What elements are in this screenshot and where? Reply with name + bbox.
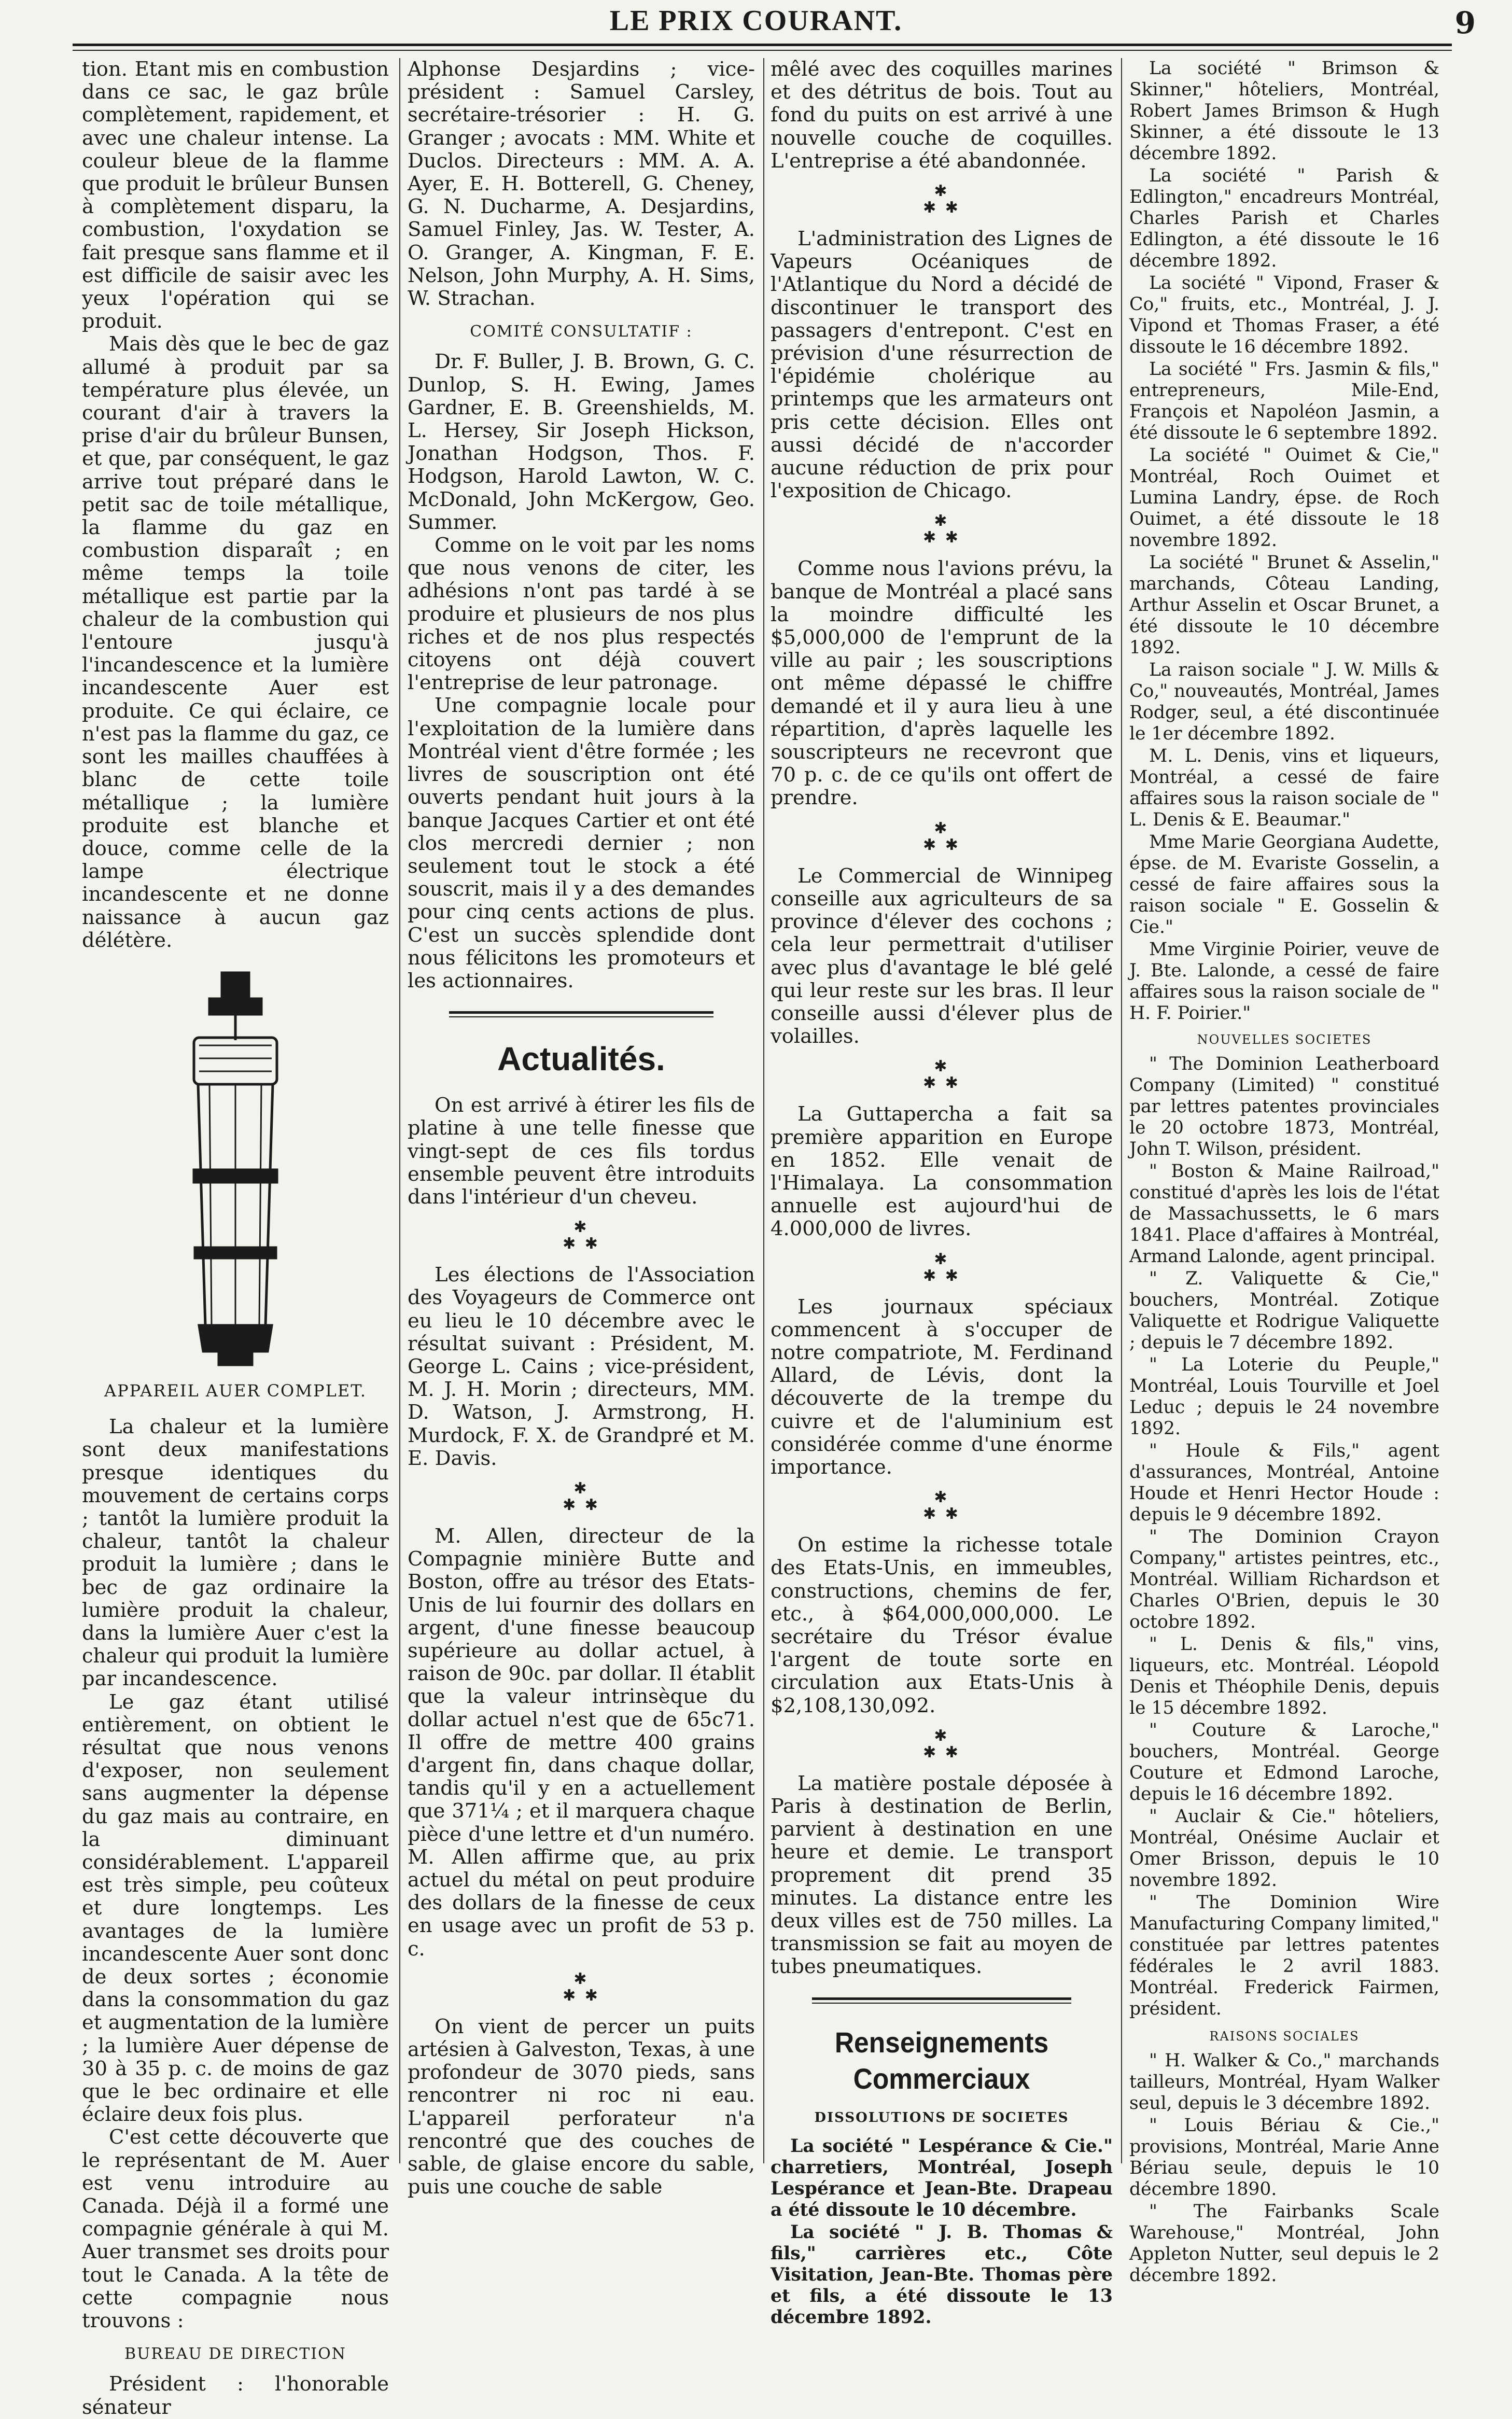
- paragraph: Les journaux spéciaux commencent à s'occuper de notre compatriote, M. Ferdinand Allard, de Lévis, dont la découverte de la trempe du cuivre et de l'aluminium est considérée comme d'une énorme importance.: [771, 1295, 1113, 1479]
- paragraph: Président : l'honorable sénateur: [82, 2372, 389, 2419]
- paragraph: On vient de percer un puits artésien à Galveston, Texas, à une profondeur de 3070 pieds, sans rencontrer ni roc ni eau. L'appareil perforateur n'a rencontré que des couches de sable, de glaise encore du sable, puis une couche de sable: [408, 2015, 755, 2199]
- separator-asterism: ✱ ✱ ✱: [923, 1057, 960, 1093]
- paragraph: La chaleur et la lumière sont deux manifestations presque identiques du mouvement de certains corps ; tantôt la lumière produit la chaleur, tantôt la chaleur produit la lumière ; dans le bec de gaz ordinaire la lumière produit la chaleur, dans la lumière Auer c'est la chaleur qui produit la lumière par incandescence.: [82, 1415, 389, 1691]
- paragraph: La matière postale déposée à Paris à destination de Berlin, parvient à destination en une heure et demie. Le transport proprement dit prend 35 minutes. La distance entre les deux villes est de 750 milles. La transmission se fait au moyen de tubes pneumatiques.: [771, 1771, 1113, 1979]
- paragraph: C'est cette découverte que le représentant de M. Auer est venu introduire au Canada. Déjà il a formé une compagnie générale à qui M. Auer transmet ses droits pour tout le Canada. A la tête de cette compagnie nous trouvons :: [82, 2126, 389, 2333]
- paragraph: L'administration des Lignes de Vapeurs Océaniques de l'Atlantique du Nord a décidé de discontinuer le transport des passagers d'entrepont. C'est en prévision d'une résurrection de l'épidémie cholérique au printemps que les armateurs ont pris cette décision. Elles ont aussi décidé de n'accorder aucune réduction de prix pour l'exposition de Chicago.: [771, 227, 1113, 503]
- notice-item: " L. Denis & fils," vins, liqueurs, etc. Montréal. Léopold Denis et Théophile Denis, depuis le 15 décembre 1892.: [1129, 1634, 1439, 1718]
- section-title-actualites: Actualités.: [497, 1040, 665, 1078]
- column-2: [408, 58, 755, 2199]
- paragraph: Comme on le voit par les noms que nous venons de citer, les adhésions n'ont pas tardé à se produire et plusieurs de nos plus riches et de nos plus respectés citoyens ont déjà couvert l'entreprise de leur patronage.: [408, 534, 755, 695]
- notice-item: La société " Brimson & Skinner," hôteliers, Montréal, Robert James Brimson & Hugh Skinner, a été dissoute le 13 décembre 1892.: [1129, 58, 1439, 164]
- notice-item: La société " Lespérance & Cie." charretiers, Montréal, Joseph Lespérance et Jean-Bte. Drapeau a été dissoute le 10 décembre.: [771, 2135, 1113, 2220]
- comite-heading: COMITÉ CONSULTATIF :: [470, 323, 693, 341]
- page-number: 9: [1454, 5, 1476, 40]
- notice-item: " Louis Bériau & Cie.," provisions, Montréal, Marie Anne Bériau seule, depuis le 10 décembre 1890.: [1129, 2115, 1439, 2200]
- masthead-rule-thin: [73, 50, 1452, 51]
- notice-item: " La Loterie du Peuple," Montréal, Louis Tourville et Joel Leduc ; depuis le 24 novembre 1892.: [1129, 1354, 1439, 1439]
- notice-item: " The Dominion Wire Manufacturing Company limited," constituée par lettres patentes fédérales le 2 avril 1883. Montréal. Frederick Fairmen, président.: [1129, 1892, 1439, 2019]
- column-divider: [1121, 58, 1122, 2163]
- masthead: [0, 0, 1512, 52]
- dissolutions-heading: DISSOLUTIONS DE SOCIETES: [814, 2109, 1069, 2126]
- paragraph: On estime la richesse totale des Etats-Unis, en immeubles, constructions, chemins de fer, etc., à $64,000,000,000. Le secrétaire du Trésor évalue l'argent de toute sorte en circulation aux Etats-Unis à $2,108,130,092.: [771, 1533, 1113, 1717]
- separator-asterism: ✱ ✱ ✱: [923, 819, 960, 854]
- paragraph: M. Allen, directeur de la Compagnie minière Butte and Boston, offre au trésor des Etats-Unis de lui fournir des dollars en argent, d'une finesse beaucoup supérieure au dollar actuel, à raison de 90c. par dollar. Il établit que la valeur intrinsèque du dollar actuel n'est que de 65c71. Il offre de mettre 400 grains d'argent fin, dans chaque dollar, tandis qu'il y en a actuellement que 371¼ ; et il marquera chaque pièce d'une lettre et d'un numéro. M. Allen affirme que, au prix actuel du métal on peut produire des dollars de la finesse de ceux en usage avec un profit de 53 p. c.: [408, 1524, 755, 1961]
- notice-item: " The Dominion Crayon Company," artistes peintres, etc., Montréal. William Richardson et Charles O'Brien, depuis le 30 octobre 1892.: [1129, 1527, 1439, 1632]
- notice-item: " The Dominion Leatherboard Company (Limited) " constitué par lettres patentes provinciales le 20 octobre 1873, Montréal, John T. Wilson, président.: [1129, 1054, 1439, 1159]
- notice-item: La raison sociale " J. W. Mills & Co," nouveautés, Montréal, James Rodger, seul, a été discontinuée le 1er décembre 1892.: [1129, 660, 1439, 744]
- paragraph: La Guttapercha a fait sa première apparition en Europe en 1852. Elle venait de l'Himalaya. La consommation annuelle est aujourd'hui de 4.000,000 de livres.: [771, 1102, 1113, 1241]
- notice-item: " H. Walker & Co.," marchands tailleurs, Montréal, Hyam Walker seul, depuis le 3 décembre 1892.: [1129, 2050, 1439, 2114]
- section-rule: [449, 1011, 713, 1017]
- notice-item: " Houle & Fils," agent d'assurances, Montréal, Antoine Houde et Henri Hector Houde : depuis le 9 décembre 1892.: [1129, 1441, 1439, 1525]
- notice-item: " Couture & Laroche," bouchers, Montréal. George Couture et Edmond Laroche, depuis le 16 décembre 1892.: [1129, 1720, 1439, 1805]
- paragraph: Une compagnie locale pour l'exploitation de la lumière dans Montréal vient d'être formée ; les livres de souscription ont été ouverts pendant huit jours à la banque Jacques Cartier et ont été clos mercredi dernier ; non seulement tout le stock a été souscrit, mais il y a des demandes pour cinq cents actions de plus. C'est un succès splendide dont nous félicitons les promoteurs et les actionnaires.: [408, 694, 755, 992]
- separator-asterism: ✱ ✱ ✱: [563, 1479, 600, 1514]
- auer-lamp-illustration: [158, 968, 313, 1367]
- separator-asterism: ✱ ✱ ✱: [923, 1726, 960, 1761]
- notice-item: Mme Virginie Poirier, veuve de J. Bte. Lalonde, a cessé de faire affaires sous la raison sociale de " H. F. Poirier.": [1129, 939, 1439, 1024]
- paragraph: On est arrivé à étirer les fils de platine à une telle finesse que vingt-sept de ces fils tordus ensemble peuvent être introduits dans l'intérieur d'un cheveu.: [408, 1094, 755, 1209]
- raisons-heading: RAISONS SOCIALES: [1209, 2029, 1360, 2044]
- notice-item: Mme Marie Georgiana Audette, épse. de M. Evariste Gosselin, a cessé de faire affaires sous la raison sociale " E. Gosselin & Cie.": [1129, 832, 1439, 938]
- notice-item: La société " Frs. Jasmin & fils," entrepreneurs, Mile-End, François et Napoléon Jasmin, a été dissoute le 6 septembre 1892.: [1129, 359, 1439, 443]
- notice-item: " Z. Valiquette & Cie," bouchers, Montréal. Zotique Valiquette et Rodrigue Valiquette ; depuis le 7 décembre 1892.: [1129, 1268, 1439, 1353]
- separator-asterism: ✱ ✱ ✱: [923, 1488, 960, 1523]
- masthead-rule: [73, 44, 1452, 46]
- paragraph: Comme nous l'avions prévu, la banque de Montréal a placé sans la moindre difficulté les $5,000,000 de l'emprunt de la ville au pair ; les souscriptions ont même dépassé le chiffre demandé et il y aura lieu à une répartition, d'après laquelle les souscripteurs ne recevront que 70 p. c. de ce qu'ils ont offert de prendre.: [771, 557, 1113, 810]
- paragraph: Dr. F. Buller, J. B. Brown, G. C. Dunlop, S. H. Ewing, James Gardner, E. B. Greenshields, M. L. Hersey, Sir Joseph Hickson, Jonathan Hodgson, Thos. F. Hodgson, Harold Lawton, W. C. McDonald, John McKergow, Geo. Summer.: [408, 350, 755, 534]
- paragraph: Le Commercial de Winnipeg conseille aux agriculteurs de sa province d'élever des cochons ; cela leur permettrait d'utiliser avec plus d'avantage le blé gelé qui leur reste sur les bras. Il leur conseille aussi d'élever plus de volailles.: [771, 864, 1113, 1048]
- notice-item: La société " Vipond, Fraser & Co," fruits, etc., Montréal, J. J. Vipond et Thomas Fraser, a été dissoute le 16 décembre 1892.: [1129, 273, 1439, 357]
- notice-item: La société " J. B. Thomas & fils," carrières etc., Côte Visitation, Jean-Bte. Thomas père et fils, a été dissoute le 13 décembre 1892.: [771, 2221, 1113, 2328]
- bureau-heading: BUREAU DE DIRECTION: [124, 2345, 346, 2364]
- paragraph: Mais dès que le bec de gaz allumé à produit par sa température plus élevée, un courant d'air à travers la prise d'air du brûleur Bunsen, et que, par conséquent, le gaz arrive tout préparé dans le petit sac de toile métallique, la flamme du gaz en combustion disparaît ; en même temps la toile métallique est partie par la chaleur de la combustion qui l'entoure jusqu'à l'incandescence et la lumière incandescente Auer est produite. Ce qui éclaire, ce n'est pas la flamme du gaz, ce sont les mailles chauffées à blanc de cette toile métallique ; la lumière produite est blanche et douce, comme celle de la lampe électrique incandescente et ne donne naissance à aucun gaz délétère.: [82, 332, 389, 952]
- separator-asterism: ✱ ✱ ✱: [923, 182, 960, 217]
- column-divider: [763, 58, 764, 2163]
- separator-asterism: ✱ ✱ ✱: [563, 1969, 600, 2005]
- notice-item: La société " Ouimet & Cie," Montréal, Roch Ouimet et Lumina Landry, épse. de Roch Ouimet, a été dissoute le 18 novembre 1892.: [1129, 445, 1439, 551]
- notice-item: M. L. Denis, vins et liqueurs, Montréal, a cessé de faire affaires sous la raison sociale de " L. Denis & E. Beaumar.": [1129, 746, 1439, 830]
- column-1: [82, 58, 389, 2419]
- illustration-caption: APPAREIL AUER COMPLET.: [104, 1380, 367, 1401]
- notice-item: La société " Brunet & Asselin," marchands, Côteau Landing, Arthur Asselin et Oscar Brunet, a été dissoute le 10 décembre 1892.: [1129, 552, 1439, 658]
- column-4: [1129, 58, 1439, 2286]
- notice-item: " The Fairbanks Scale Warehouse," Montréal, John Appleton Nutter, seul depuis le 2 décembre 1892.: [1129, 2201, 1439, 2286]
- notice-item: La société " Parish & Edlington," encadreurs Montréal, Charles Parish et Charles Edlington, a été dissoute le 16 décembre 1892.: [1129, 165, 1439, 271]
- paragraph: Alphonse Desjardins ; vice-président : Samuel Carsley, secrétaire-trésorier : H. G. Granger ; avocats : MM. White et Duclos. Directeurs : MM. A. A. Ayer, E. H. Botterell, G. Cheney, G. N. Ducharme, A. Desjardins, Samuel Finley, Jas. W. Tester, A. O. Granger, A. Kingman, F. E. Nelson, John Murphy, A. H. Sims, W. Strachan.: [408, 58, 755, 311]
- paragraph: Les élections de l'Association des Voyageurs de Commerce ont eu lieu le 10 décembre avec le résultat suivant : Président, M. George L. Cains ; vice-président, M. J. H. Morin ; directeurs, MM. D. Watson, J. Armstrong, H. Murdock, F. X. de Grandpré et M. E. Davis.: [408, 1263, 755, 1470]
- section-rule: [812, 1997, 1071, 2004]
- newspaper-title: LE PRIX COURANT.: [609, 5, 903, 37]
- separator-asterism: ✱ ✱ ✱: [923, 1250, 960, 1285]
- nouvelles-heading: NOUVELLES SOCIETES: [1197, 1032, 1372, 1047]
- separator-asterism: ✱ ✱ ✱: [563, 1218, 600, 1253]
- column-divider: [399, 58, 400, 2163]
- notice-item: " Auclair & Cie." hôteliers, Montréal, Onésime Auclair et Omer Brisson, depuis le 10 novembre 1892.: [1129, 1806, 1439, 1891]
- notice-item: " Boston & Maine Railroad," constitué d'après les lois de l'état de Massachussetts, le 6 mars 1841. Place d'affaires à Montréal, Armand Lalonde, agent principal.: [1129, 1161, 1439, 1267]
- paragraph: mêlé avec des coquilles marines et des détritus de bois. Tout au fond du puits on est arrivé à une nouvelle couche de coquilles. L'entreprise a été abandonnée.: [771, 58, 1113, 173]
- section-title-renseignements: Renseignements Commerciaux: [834, 2025, 1049, 2095]
- column-3: [771, 58, 1113, 2328]
- paragraph: tion. Etant mis en combustion dans ce sac, le gaz brûle complètement, rapidement, et avec une chaleur intense. La couleur bleue de la flamme que produit le brûleur Bunsen à complètement disparu, la combustion, l'oxydation se fait presque sans flamme et il est difficile de saisir avec les yeux l'opération qui se produit.: [82, 58, 389, 333]
- separator-asterism: ✱ ✱ ✱: [923, 512, 960, 547]
- paragraph: Le gaz étant utilisé entièrement, on obtient le résultat que nous venons d'exposer, non seulement sans augmenter la dépense du gaz mais au contraire, en la diminuant considérablement. L'appareil est très simple, peu coûteux et dure longtemps. Les avantages de la lumière incandescente Auer sont donc de deux sortes ; économie dans la consommation du gaz et augmentation de la lumière ; la lumière Auer dépense de 30 à 35 p. c. de moins de gaz que le bec ordinaire et elle éclaire deux fois plus.: [82, 1690, 389, 2127]
